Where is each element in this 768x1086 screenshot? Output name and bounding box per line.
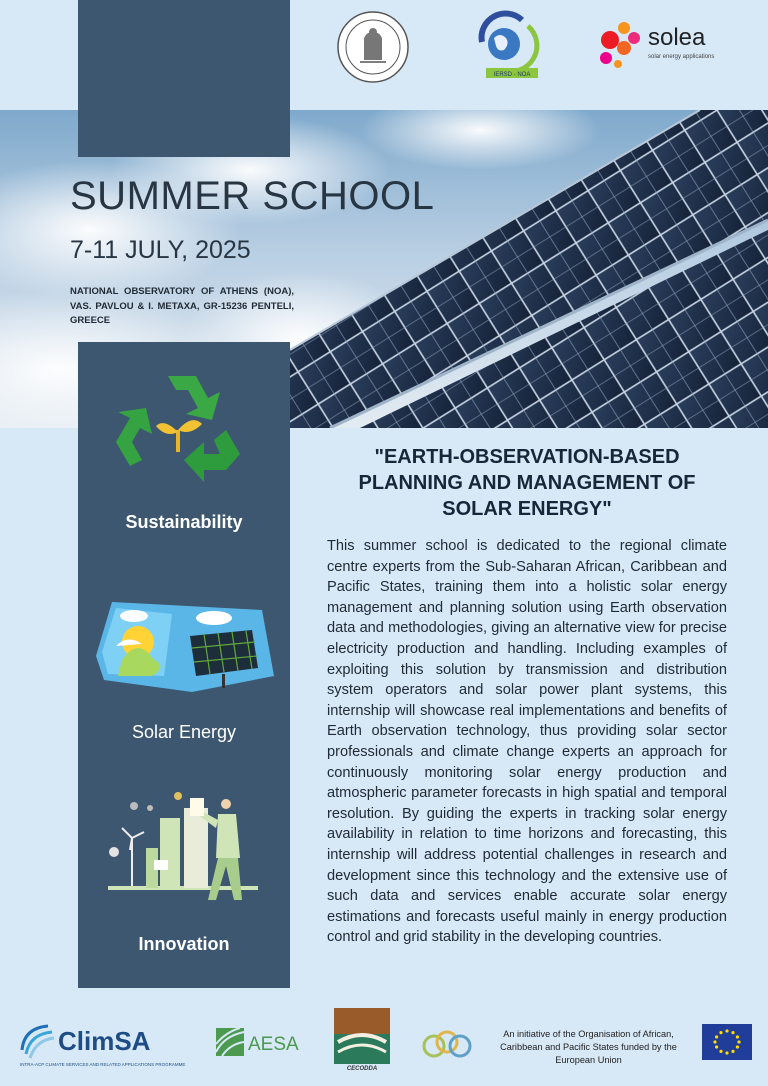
climsa-swirl-icon [18,1020,56,1060]
event-title: SUMMER SCHOOL [70,174,435,218]
aesa-wordmark: AESA [248,1034,299,1055]
oacps-circles-icon [422,1024,472,1064]
oacps-logo [422,1024,472,1064]
cecodda-logo [334,1008,390,1078]
climsa-subtitle: INTRA-ACP CLIMATE SERVICES AND RELATED APPLICATIONS PROGRAMME [20,1062,186,1067]
globe-icon [462,8,554,80]
footer-logos [0,1000,768,1086]
header-dark-tab [78,0,290,157]
eu-flag-icon [702,1024,752,1060]
climsa-logo [18,1020,188,1070]
cecodda-wordmark: CECODDA [346,1066,378,1072]
climsa-wordmark: ClimSA [58,1026,151,1056]
aesa-leaf-icon [214,1024,246,1058]
noa-seal-icon [336,10,410,84]
main-description: This summer school is dedicated to the regional climate centre experts from the Sub-Saharan African, Caribbean and Pacific States, training them into a holistic solar energy management and planning solution using Earth observation data and methodologies, giving an alternative view for precise electricity production and handling. Including examples of exploiting this solution by transmission and distribution system operators and solar power plant systems, this internship will showcase real implementations and benefits of Earth observation technology, thus providing solar sector professionals and climate change experts an approach for continuously monitoring solar energy production and atmospheric parameter forecasts in high spatial and temporal resolution. By guiding the experts in tracking solar energy availability in relation to time horizons and forecasting, this internship will address potential challenges in research and development since this technology and the extensive use of such data and services enable accurate solar energy estimations and forecasts useful mainly in energy production control and grid stability in the developing countries. [327,538,727,946]
noa-seal-logo [336,10,410,84]
solea-subtitle: solar energy applications [648,54,715,60]
sidebar-item-solar-energy: Solar Energy [131,722,237,742]
svg-text:IERSD - NOA: IERSD - NOA [493,72,531,78]
event-dates: 7-11 JULY, 2025 [70,236,251,264]
solar-panel-icon [92,596,278,701]
solea-wordmark: solea [648,24,706,51]
sidebar-item-innovation: Innovation [138,934,230,954]
funding-statement: An initiative of the Organisation of African, Caribbean and Pacific States funded by the European Union [500,1029,677,1065]
eu-flag [702,1024,752,1060]
solea-dots-icon [596,18,646,74]
aesa-logo [214,1024,304,1064]
iersd-noa-logo [462,8,554,80]
recycle-sprout-icon [108,368,248,491]
main-headline: "EARTH-OBSERVATION-BASED PLANNING AND MANAGEMENT OF SOLAR ENERGY" [358,446,696,520]
solea-logo [596,18,736,74]
engineer-city-icon [100,788,270,923]
sidebar-panel [78,342,290,988]
event-venue: NATIONAL OBSERVATORY OF ATHENS (NOA), VAS. PAVLOU & I. METAXA, GR-15236 PENTELI, GREECE [70,286,294,327]
cecodda-emblem-icon [334,1008,390,1064]
sidebar-item-sustainability: Sustainability [125,512,243,532]
